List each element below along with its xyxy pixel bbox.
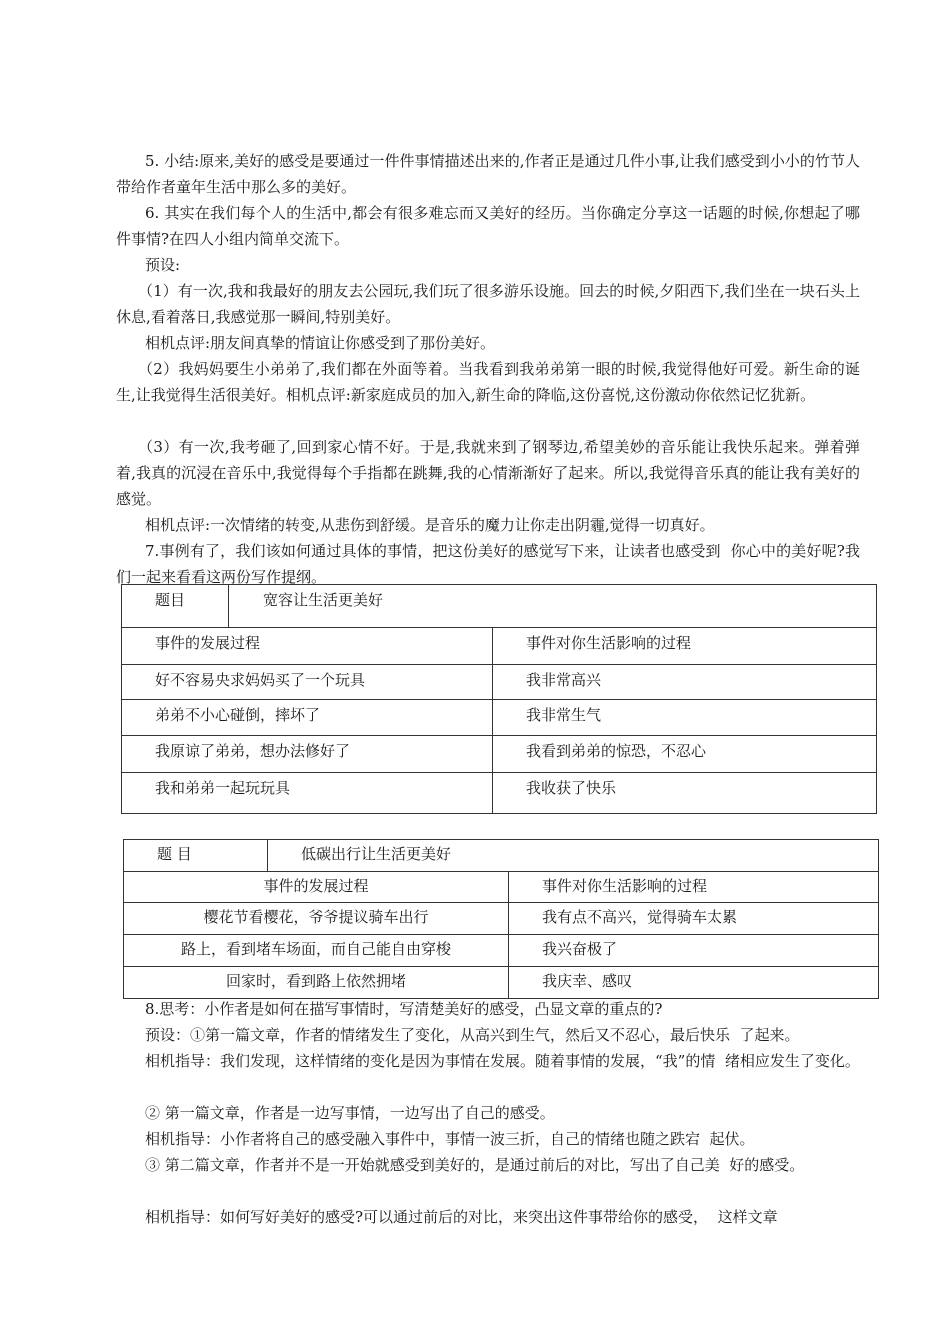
table1-row-event: 弟弟不小心碰倒，摔坏了 (122, 700, 493, 736)
table2-col2-header: 事件对你生活影响的过程 (509, 872, 879, 903)
table2-row-event: 回家时，看到路上依然拥堵 (124, 967, 509, 999)
table1-row-event: 我和弟弟一起玩玩具 (122, 773, 493, 814)
table2-title-value: 低碳出行让生活更美好 (268, 840, 879, 872)
table2-row-event: 路上，看到堵车场面，而自己能自由穿梭 (124, 935, 509, 967)
table1-row-feeling: 我非常高兴 (493, 665, 877, 700)
table1-col2-header: 事件对你生活影响的过程 (493, 628, 877, 665)
paragraph-question-8: 8.思考：小作者是如何在描写事情时，写清楚美好的感受，凸显文章的重点的? (145, 1000, 663, 1018)
table1-col1-header: 事件的发展过程 (122, 628, 493, 665)
paragraph-example-3: （3）有一次,我考砸了,回到家心情不好。于是,我就来到了钢琴边,希望美妙的音乐能让我快乐起来。弹着弹着,我真的沉浸在音乐中,我觉得每个手指都在跳舞,我的心情渐渐好了起来。所以,我觉得音乐真的能让我有美好的感觉。 (116, 438, 860, 508)
table2-title-label: 题 目 (124, 840, 268, 872)
paragraph-guidance-3: 相机指导：如何写好美好的感受?可以通过前后的对比，来突出这件事带给你的感受， 这样文章 (145, 1208, 778, 1226)
table1-row-feeling: 我收获了快乐 (493, 773, 877, 814)
paragraph-example-2: （2）我妈妈要生小弟弟了,我们都在外面等着。当我看到我弟弟第一眼的时候,我觉得他好可爱。新生命的诞生,让我觉得生活很美好。相机点评:新家庭成员的加入,新生命的降临,这份喜悦,这份激动你依然记忆犹新。 (116, 360, 860, 404)
paragraph-preset-1: 预设：①第一篇文章，作者的情绪发生了变化，从高兴到生气，然后又不忍心，最后快乐 了起来。 (145, 1026, 800, 1044)
table1-row-event: 我原谅了弟弟，想办法修好了 (122, 736, 493, 773)
table2-row-feeling: 我兴奋极了 (509, 935, 879, 967)
table1-row-feeling: 我看到弟弟的惊恐，不忍心 (493, 736, 877, 773)
table2-col1-header: 事件的发展过程 (124, 872, 509, 903)
paragraph-comment-1: 相机点评:朋友间真挚的情谊让你感受到了那份美好。 (145, 334, 496, 352)
paragraph-preset-label: 预设: (145, 256, 181, 274)
paragraph-question-7: 7.事例有了，我们该如何通过具体的事情，把这份美好的感觉写下来，让读者也感受到 你心中的美好呢?我们一起来看看这两份写作提纲。 (116, 542, 860, 586)
paragraph-comment-3: 相机点评:一次情绪的转变,从悲伤到舒缓。是音乐的魔力让你走出阴霾,觉得一切真好。 (145, 516, 715, 534)
paragraph-example-1: （1）有一次,我和我最好的朋友去公园玩,我们玩了很多游乐设施。回去的时候,夕阳西下,我们坐在一块石头上休息,看着落日,我感觉那一瞬间,特别美好。 (116, 282, 860, 326)
table2-row-feeling: 我有点不高兴，觉得骑车太累 (509, 903, 879, 935)
paragraph-guidance-2: 相机指导：小作者将自己的感受融入事件中，事情一波三折，自己的情绪也随之跌宕 起伏。 (145, 1130, 755, 1148)
paragraph-preset-3: ③ 第二篇文章，作者并不是一开始就感受到美好的，是通过前后的对比，写出了自己美 好的感受。 (145, 1156, 805, 1174)
outline-table-low-carbon (123, 839, 879, 999)
outline-table-tolerance (121, 584, 877, 814)
table2-row-event: 樱花节看樱花，爷爷提议骑车出行 (124, 903, 509, 935)
table1-title-value: 宽容让生活更美好 (229, 585, 877, 628)
table1-row-feeling: 我非常生气 (493, 700, 877, 736)
table1-row-event: 好不容易央求妈妈买了一个玩具 (122, 665, 493, 700)
paragraph-summary: 5. 小结:原来,美好的感受是要通过一件件事情描述出来的,作者正是通过几件小事,让我们感受到小小的竹节人带给作者童年生活中那么多的美好。 (116, 152, 860, 196)
paragraph-preset-2: ② 第一篇文章，作者是一边写事情，一边写出了自己的感受。 (145, 1104, 555, 1122)
table1-title-label: 题目 (122, 585, 229, 628)
paragraph-question-6: 6. 其实在我们每个人的生活中,都会有很多难忘而又美好的经历。当你确定分享这一话题的时候,你想起了哪件事情?在四人小组内简单交流下。 (116, 204, 860, 248)
table2-row-feeling: 我庆幸、感叹 (509, 967, 879, 999)
paragraph-guidance-1: 相机指导：我们发现，这样情绪的变化是因为事情在发展。随着事情的发展，“我”的情 绪相应发生了变化。 (145, 1052, 860, 1070)
